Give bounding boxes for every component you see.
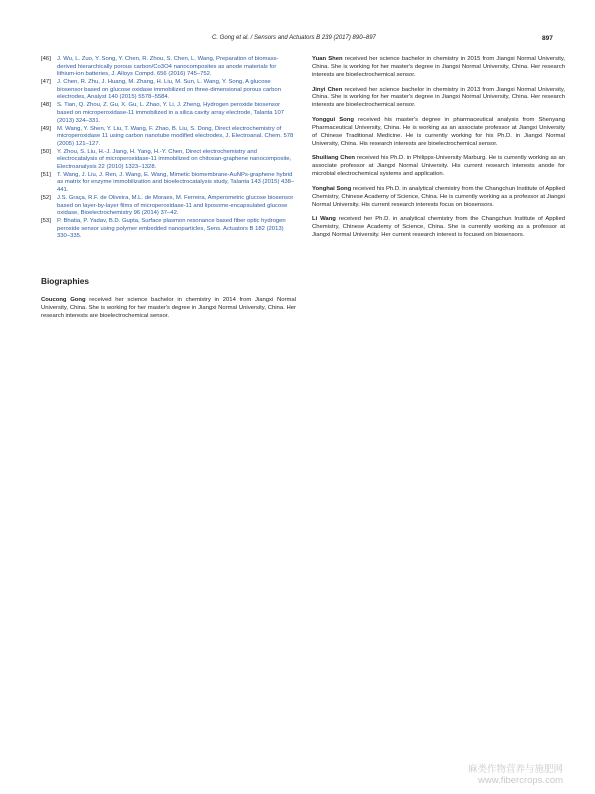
biographies-heading: Biographies <box>41 276 89 286</box>
reference-link[interactable]: J. Wu, L. Zuo, Y. Song, Y. Chen, R. Zhou, S. Chen, L. Wang, Preparation of biomass-derived hierarchically porous carbon/Co3O4 nanocomposites as anode materials for lithium-ion batteries, J. Alloys Compd. 656 (2016) 745–752. <box>57 56 279 78</box>
author-name: Coucong Gong <box>41 297 86 303</box>
reference-number: [50] <box>41 148 51 155</box>
biography-text: received her science bachelor in chemistry in 2015 from Jiangxi Normal University, China. She is working for her master's degree in Jiangxi Normal University, China. Her research interests are bioelectrochemical sensor. <box>312 56 565 78</box>
reference-number: [53] <box>41 218 51 225</box>
journal-citation-header: C. Gong et al. / Sensors and Actuators B 239 (2017) 890–897 <box>212 35 376 41</box>
biography-text: received her Ph.D. in analytical chemistry from the Changchun Institute of Applied Chemistry, Chinese Academy of Science, China. She is currently working as a professor at Jiangxi Normal University. Her current research interest is focused on biosensors. <box>312 216 565 239</box>
reference-number: [48] <box>41 102 51 109</box>
watermark <box>468 764 563 786</box>
reference-item <box>41 102 296 125</box>
reference-link[interactable]: J.S. Graça, R.F. de Oliveira, M.L. de Moraes, M. Ferreira, Amperometric glucose biosensor based on layer-by-layer films of microperoxidase-11 and liposome-encapsulated glucose oxidase, Bioelectrochemistry 96 (2014) 37–42. <box>57 195 294 217</box>
reference-number: [52] <box>41 195 51 202</box>
reference-item <box>41 218 296 241</box>
biography-text: received his Ph.D. in Philipps-University Marburg. He is currently working as an associate professor at Jiangxi Normal University. His current research interests anode for microbial electrochemical systems and application. <box>312 155 566 178</box>
reference-item <box>41 195 296 218</box>
biography-paragraph <box>312 87 565 111</box>
reference-link[interactable]: M. Wang, Y. Shen, Y. Liu, T. Wang, F. Zhao, B. Liu, S. Dong, Direct electrochemistry of microperoxidase 11 using carbon nanotube modified electrodes, J. Electroanal. Chem. 578 (2005) 121–127. <box>57 125 294 147</box>
reference-item <box>41 79 296 102</box>
reference-number: [51] <box>41 171 51 178</box>
reference-link[interactable]: J. Chen, R. Zhu, J. Huang, M. Zhang, H. Liu, M. Sun, L. Wang, Y. Song, A glucose biosensor based on glucose oxidase immobilized on three-dimensional porous carbon electrodes, Analyst 140 (2015) 5578–5584. <box>57 79 281 101</box>
biographies-left-column <box>41 297 296 328</box>
biography-paragraph <box>312 186 565 210</box>
reference-item <box>41 56 296 79</box>
page-number: 897 <box>542 35 553 42</box>
biography-text: received her science bachelor in chemistry in 2013 from Jiangxi Normal University, China. She is working for her master's degree in Jiangxi Normal University, China. Her research interests are bioelectrochemical sensor. <box>312 86 565 109</box>
biography-paragraph <box>41 297 296 321</box>
biography-text: received his Ph.D. in analytical chemistry from the Changchun Institute of Applied Chemistry, Chinese Academy of Science, China. He is currently working as a professor at Jiangxi Normal University. His current research interests focus on biosensors. <box>312 185 565 208</box>
reference-item <box>41 126 296 149</box>
biographies-right-column <box>312 56 565 247</box>
author-name: Yuan Shen <box>312 56 343 62</box>
biography-text: received her science bachelor in chemistry in 2014 from Jiangxi Normal University, China. She is working for her master's degree in Jiangxi Normal University, China. Her research interests are bioelectrochemical sensor. <box>41 297 296 319</box>
biography-paragraph <box>312 56 565 80</box>
reference-list <box>41 56 296 241</box>
reference-number: [46] <box>41 56 51 62</box>
biography-text: received his master's degree in pharmaceutical analysis from Shenyang Pharmaceutical University, China. He is working as an associate professor at Jiangxi University of Chinese Traditional Medicine. He is currently working for his Ph.D. in Jiangxi Normal University, China. His research interests are bioelectrochemical sensor. <box>312 117 565 147</box>
reference-link[interactable]: P. Bhatia, P. Yadav, B.D. Gupta, Surface plasmon resonance based fiber optic hydrogen peroxide sensor using polymer embedded nanoparticles, Sens. Actuators B 182 (2013) 330–335. <box>57 218 286 240</box>
reference-number: [47] <box>41 79 51 86</box>
watermark-line-2: www.fibercrops.com <box>478 775 564 786</box>
reference-item <box>41 149 296 172</box>
biography-paragraph <box>312 117 565 149</box>
reference-link[interactable]: Y. Zhou, S. Liu, H.-J. Jiang, H. Yang, H.-Y. Chen, Direct electrochemistry and electrocatalysis of microperoxidase-11 immobilized on chitosan-graphene nanocomposite, Electroanalysis 22 (2010) 1323–1328. <box>57 148 292 170</box>
reference-number: [49] <box>41 125 51 132</box>
author-name: Yonghai Song <box>312 185 352 192</box>
author-name: Jinyi Chen <box>312 86 343 93</box>
reference-item <box>41 172 296 195</box>
author-name: Shuiliang Chen <box>312 155 356 162</box>
author-name: Yonggui Song <box>312 117 354 124</box>
biography-paragraph <box>312 216 565 240</box>
reference-link[interactable]: T. Wang, J. Liu, J. Ren, J. Wang, E. Wang, Mimetic biomembrane-AuNPs-graphene hybrid as matrix for enzyme immobilization and bioelectrocatalysis study, Talanta 143 (2015) 438–441. <box>57 171 295 194</box>
left-column <box>41 56 296 241</box>
watermark-line-1: 麻类作物营养与施肥网 <box>468 764 564 775</box>
author-name: Li Wang <box>312 216 336 223</box>
biography-paragraph <box>312 155 565 179</box>
reference-link[interactable]: S. Tian, Q. Zhou, Z. Gu, X. Gu, L. Zhao, Y. Li, J. Zheng, Hydrogen peroxide biosensor based on microperoxidase-11 immobilized in a silica cavity array electrode, Talanta 107 (2013) 324–331. <box>57 102 285 124</box>
